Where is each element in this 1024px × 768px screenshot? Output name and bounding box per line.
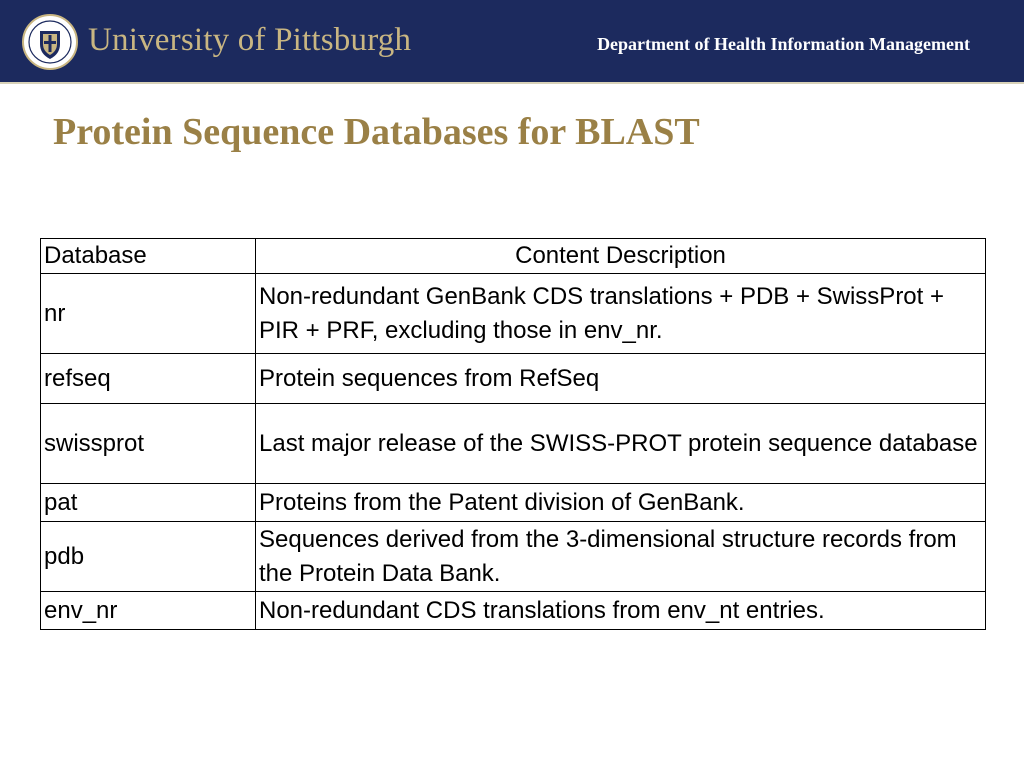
university-seal-icon — [22, 14, 78, 70]
description-cell: Non-redundant CDS translations from env_nt entries. — [256, 592, 986, 630]
database-cell: pat — [41, 484, 256, 522]
description-cell: Protein sequences from RefSeq — [256, 354, 986, 404]
table-header-row — [41, 239, 986, 274]
table-row — [41, 522, 986, 592]
protein-database-table — [40, 238, 986, 630]
table-row — [41, 404, 986, 484]
database-cell: nr — [41, 274, 256, 354]
table-row — [41, 354, 986, 404]
description-cell: Sequences derived from the 3-dimensional structure records from the Protein Data Bank. — [256, 522, 986, 592]
database-cell: pdb — [41, 522, 256, 592]
description-cell: Non-redundant GenBank CDS translations + PDB + SwissProt + PIR + PRF, excluding those in env_nr. — [256, 274, 986, 354]
database-cell: refseq — [41, 354, 256, 404]
column-header-description: Content Description — [256, 239, 986, 274]
header-bar — [0, 0, 1024, 84]
column-header-database: Database — [41, 239, 256, 274]
table-row — [41, 274, 986, 354]
department-name: Department of Health Information Management — [597, 34, 970, 54]
description-cell: Proteins from the Patent division of GenBank. — [256, 484, 986, 522]
database-cell: env_nr — [41, 592, 256, 630]
table-row — [41, 592, 986, 630]
description-cell: Last major release of the SWISS-PROT protein sequence database — [256, 404, 986, 484]
table-row — [41, 484, 986, 522]
university-name: University of Pittsburgh — [88, 22, 412, 58]
slide-title: Protein Sequence Databases for BLAST — [53, 111, 700, 153]
database-cell: swissprot — [41, 404, 256, 484]
